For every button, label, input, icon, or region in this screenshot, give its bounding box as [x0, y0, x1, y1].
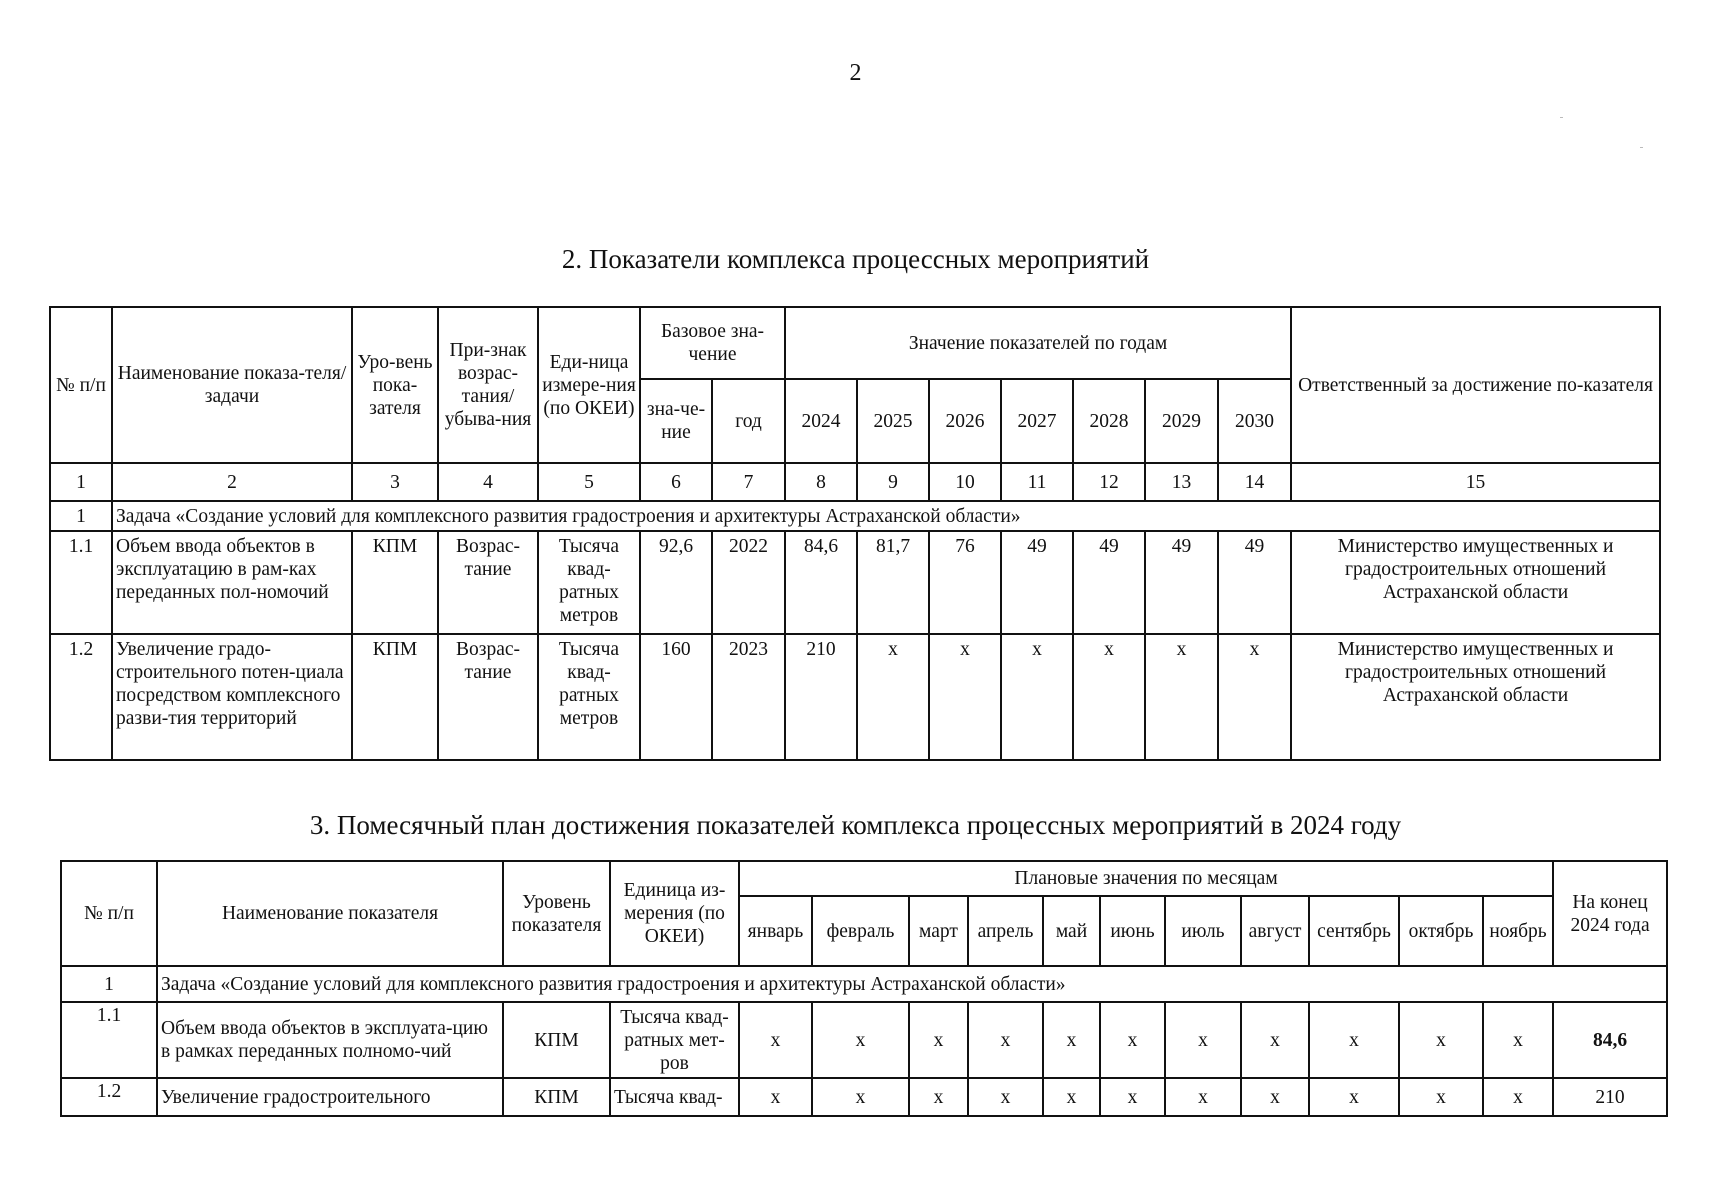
header-level: Уровень показателя [503, 861, 610, 966]
header-name: Наименование показателя [157, 861, 503, 966]
row-unit: Тысяча квад-ратных метров [538, 531, 640, 634]
row-month-value: x [812, 1002, 909, 1078]
task-num: 1 [61, 966, 157, 1002]
header-year: 2028 [1073, 379, 1145, 463]
column-number: 1 [50, 463, 112, 501]
row-name: Увеличение градостроительного [157, 1078, 503, 1116]
row-unit: Тысяча квад- [610, 1078, 739, 1116]
header-year: 2026 [929, 379, 1001, 463]
header-unit: Еди-ница измере-ния (по ОКЕИ) [538, 307, 640, 463]
header-month: ноябрь [1483, 896, 1553, 966]
header-months-group: Плановые значения по месяцам [739, 861, 1553, 896]
row-value: 49 [1218, 531, 1291, 634]
column-number: 14 [1218, 463, 1291, 501]
row-value: 49 [1145, 531, 1218, 634]
row-value: 210 [785, 634, 857, 760]
row-month-value: x [909, 1078, 968, 1116]
header-responsible: Ответственный за достижение по-казателя [1291, 307, 1660, 463]
column-number: 12 [1073, 463, 1145, 501]
row-month-value: x [1043, 1002, 1100, 1078]
column-number: 15 [1291, 463, 1660, 501]
row-num: 1.2 [50, 634, 112, 760]
section-2-title: 2. Показатели комплекса процессных мероприятий [561, 244, 1150, 274]
row-month-value: x [1100, 1078, 1165, 1116]
row-month-value: x [1399, 1002, 1483, 1078]
header-base-value: зна-че-ние [640, 379, 712, 463]
section-3-title: 3. Помесячный план достижения показателей комплекса процессных мероприятий в 2024 году [309, 810, 1402, 840]
row-value: 84,6 [785, 531, 857, 634]
header-year: 2025 [857, 379, 929, 463]
row-value: x [1145, 634, 1218, 760]
header-base-year: год [712, 379, 785, 463]
row-month-value: x [968, 1078, 1043, 1116]
row-unit: Тысяча квад-ратных мет-ров [610, 1002, 739, 1078]
task-text: Задача «Создание условий для комплексного развития градостроения и архитектуры Астраханской области» [112, 501, 1660, 531]
header-month: август [1241, 896, 1309, 966]
column-number: 9 [857, 463, 929, 501]
row-month-value: x [1100, 1002, 1165, 1078]
header-month: март [909, 896, 968, 966]
row-value: x [929, 634, 1001, 760]
monthly-plan-table [60, 860, 1668, 1117]
scan-mark [1560, 117, 1563, 118]
header-year: 2027 [1001, 379, 1073, 463]
row-month-value: x [1309, 1078, 1399, 1116]
scan-mark [1640, 147, 1643, 148]
row-name: Объем ввода объектов в эксплуата-цию в рамках переданных полномо-чий [157, 1002, 503, 1078]
row-end-value: 210 [1553, 1078, 1667, 1116]
row-value: 81,7 [857, 531, 929, 634]
row-month-value: x [739, 1002, 812, 1078]
row-level: КПМ [352, 634, 438, 760]
row-base-year: 2022 [712, 531, 785, 634]
column-number: 5 [538, 463, 640, 501]
row-month-value: x [1165, 1002, 1241, 1078]
row-name: Увеличение градо-строительного потен-циала посредством комплексного разви-тия территорий [112, 634, 352, 760]
row-month-value: x [1165, 1078, 1241, 1116]
row-value: x [1218, 634, 1291, 760]
task-num: 1 [50, 501, 112, 531]
row-month-value: x [1241, 1002, 1309, 1078]
row-value: x [1001, 634, 1073, 760]
page-number: 2 [849, 60, 862, 86]
header-years-group: Значение показателей по годам [785, 307, 1291, 379]
column-number: 2 [112, 463, 352, 501]
header-year: 2030 [1218, 379, 1291, 463]
row-sign: Возрас-тание [438, 634, 538, 760]
row-month-value: x [909, 1002, 968, 1078]
header-month: октябрь [1399, 896, 1483, 966]
row-num: 1.1 [50, 531, 112, 634]
column-number: 7 [712, 463, 785, 501]
row-month-value: x [968, 1002, 1043, 1078]
row-month-value: x [1483, 1002, 1553, 1078]
row-level: КПМ [503, 1078, 610, 1116]
header-end: На конец 2024 года [1553, 861, 1667, 966]
row-month-value: x [739, 1078, 812, 1116]
row-month-value: x [1483, 1078, 1553, 1116]
column-number: 11 [1001, 463, 1073, 501]
row-month-value: x [1309, 1002, 1399, 1078]
column-number: 6 [640, 463, 712, 501]
row-month-value: x [812, 1078, 909, 1116]
row-base-year: 2023 [712, 634, 785, 760]
row-base-value: 160 [640, 634, 712, 760]
row-value: 76 [929, 531, 1001, 634]
row-name: Объем ввода объектов в эксплуатацию в рам-ках переданных пол-номочий [112, 531, 352, 634]
indicators-table [49, 306, 1661, 761]
header-base: Базовое зна-чение [640, 307, 785, 379]
table-row [50, 634, 1660, 760]
row-num: 1.1 [61, 1002, 157, 1078]
task-text: Задача «Создание условий для комплексного развития градостроения и архитектуры Астраханской области» [157, 966, 1667, 1002]
column-number: 3 [352, 463, 438, 501]
header-month: январь [739, 896, 812, 966]
row-end-value: 84,6 [1553, 1002, 1667, 1078]
header-month: сентябрь [1309, 896, 1399, 966]
table-row [50, 531, 1660, 634]
row-num: 1.2 [61, 1078, 157, 1116]
column-number: 8 [785, 463, 857, 501]
column-number: 13 [1145, 463, 1218, 501]
row-month-value: x [1241, 1078, 1309, 1116]
header-month: июль [1165, 896, 1241, 966]
header-unit: Единица из-мерения (по ОКЕИ) [610, 861, 739, 966]
row-responsible: Министерство имущественных и градостроительных отношений Астраханской области [1291, 634, 1660, 760]
row-month-value: x [1043, 1078, 1100, 1116]
header-month: май [1043, 896, 1100, 966]
row-responsible: Министерство имущественных и градостроительных отношений Астраханской области [1291, 531, 1660, 634]
row-level: КПМ [352, 531, 438, 634]
column-number: 10 [929, 463, 1001, 501]
row-base-value: 92,6 [640, 531, 712, 634]
row-value: x [857, 634, 929, 760]
header-year: 2029 [1145, 379, 1218, 463]
header-month: февраль [812, 896, 909, 966]
row-sign: Возрас-тание [438, 531, 538, 634]
header-month: июнь [1100, 896, 1165, 966]
header-name: Наименование показа-теля/задачи [112, 307, 352, 463]
header-level: Уро-вень пока-зателя [352, 307, 438, 463]
row-month-value: x [1399, 1078, 1483, 1116]
header-num: № п/п [61, 861, 157, 966]
row-value: x [1073, 634, 1145, 760]
header-sign: При-знак возрас-тания/ убыва-ния [438, 307, 538, 463]
table-row [61, 1002, 1667, 1078]
column-number: 4 [438, 463, 538, 501]
row-value: 49 [1073, 531, 1145, 634]
row-unit: Тысяча квад-ратных метров [538, 634, 640, 760]
row-level: КПМ [503, 1002, 610, 1078]
table-row [61, 1078, 1667, 1116]
header-year: 2024 [785, 379, 857, 463]
row-value: 49 [1001, 531, 1073, 634]
header-month: апрель [968, 896, 1043, 966]
header-num: № п/п [50, 307, 112, 463]
